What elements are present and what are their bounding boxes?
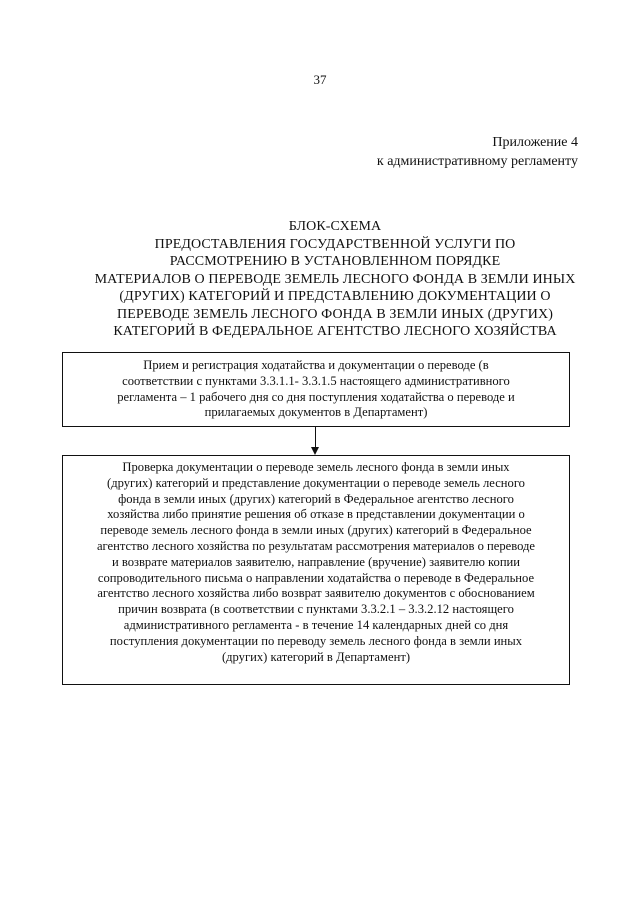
- title-line: КАТЕГОРИЙ В ФЕДЕРАЛЬНОЕ АГЕНТСТВО ЛЕСНОГО ХОЗЯЙСТВА: [113, 324, 557, 339]
- appendix-regulation: к административному регламенту: [376, 154, 578, 169]
- step-1-text-line: соответствии с пунктами 3.3.1.1- 3.3.1.5 настоящего административного: [122, 373, 510, 388]
- step-1-text-line: регламента – 1 рабочего дня со дня поступления ходатайства о переводе и: [117, 389, 515, 404]
- title-line: МАТЕРИАЛОВ О ПЕРЕВОДЕ ЗЕМЕЛЬ ЛЕСНОГО ФОНДА В ЗЕМЛИ ИНЫХ: [94, 271, 576, 287]
- step-1-text-line: Прием и регистрация ходатайства и документации о переводе (в: [143, 358, 489, 372]
- appendix-number: Приложение 4: [492, 135, 578, 150]
- title-line: (ДРУГИХ) КАТЕГОРИЙ И ПРЕДСТАВЛЕНИЮ ДОКУМЕНТАЦИИ О: [119, 289, 551, 304]
- arrow-down-icon: [311, 447, 319, 455]
- step-2-text-line: Проверка документации о переводе земель лесного фонда в земли иных: [122, 460, 510, 474]
- step-2-text-line: агентство лесного хозяйства либо возврат заявителю документов с обоснованием: [97, 586, 535, 601]
- step-1-text-line: прилагаемых документов в Департамент): [204, 405, 428, 420]
- title-line: ПЕРЕВОДЕ ЗЕМЕЛЬ ЛЕСНОГО ФОНДА В ЗЕМЛИ ИНЫХ (ДРУГИХ): [117, 306, 553, 322]
- step-2-text-line: (других) категорий и представление документации о переводе земель лесного: [107, 475, 525, 490]
- step-2-text-line: фонда в земли иных (других) категорий в Федеральное агентство лесного: [118, 491, 514, 506]
- title-line: БЛОК-СХЕМА: [288, 219, 382, 234]
- flowchart-step-2-box: [62, 455, 570, 685]
- title-line: РАССМОТРЕНИЮ В УСТАНОВЛЕННОМ ПОРЯДКЕ: [169, 254, 501, 269]
- step-2-text-line: (других) категорий в Департамент): [221, 649, 411, 664]
- flow-arrow-line: [315, 427, 316, 449]
- document-title: [50, 218, 620, 341]
- step-2-text-line: сопроводительного письма о направлении ходатайства о переводе в Федеральное: [97, 570, 535, 585]
- step-2-text-line: хозяйства либо принятие решения об отказе в представлении документации о: [107, 507, 525, 522]
- step-2-text-line: причин возврата (в соответствии с пунктами 3.3.2.1 – 3.3.2.12 настоящего: [118, 602, 514, 617]
- step-2-text-line: поступления документации по переводу земель лесного фонда в земли иных: [109, 633, 523, 648]
- flowchart-step-1-box: [62, 352, 570, 427]
- step-2-text-line: переводе земель лесного фонда в земли иных (других) категорий в Федеральное: [100, 523, 532, 538]
- page-number: 37: [313, 72, 327, 87]
- appendix-reference: [377, 133, 578, 171]
- step-2-text-line: и возврате материалов заявителю, направление (вручение) заявителю копии: [111, 554, 521, 569]
- step-2-text-line: административного регламента - в течение 14 календарных дней со дня: [123, 617, 509, 632]
- step-2-text-line: агентство лесного хозяйства по результатам рассмотрения материалов о переводе: [96, 538, 536, 553]
- title-line: ПРЕДОСТАВЛЕНИЯ ГОСУДАРСТВЕННОЙ УСЛУГИ ПО: [154, 236, 516, 252]
